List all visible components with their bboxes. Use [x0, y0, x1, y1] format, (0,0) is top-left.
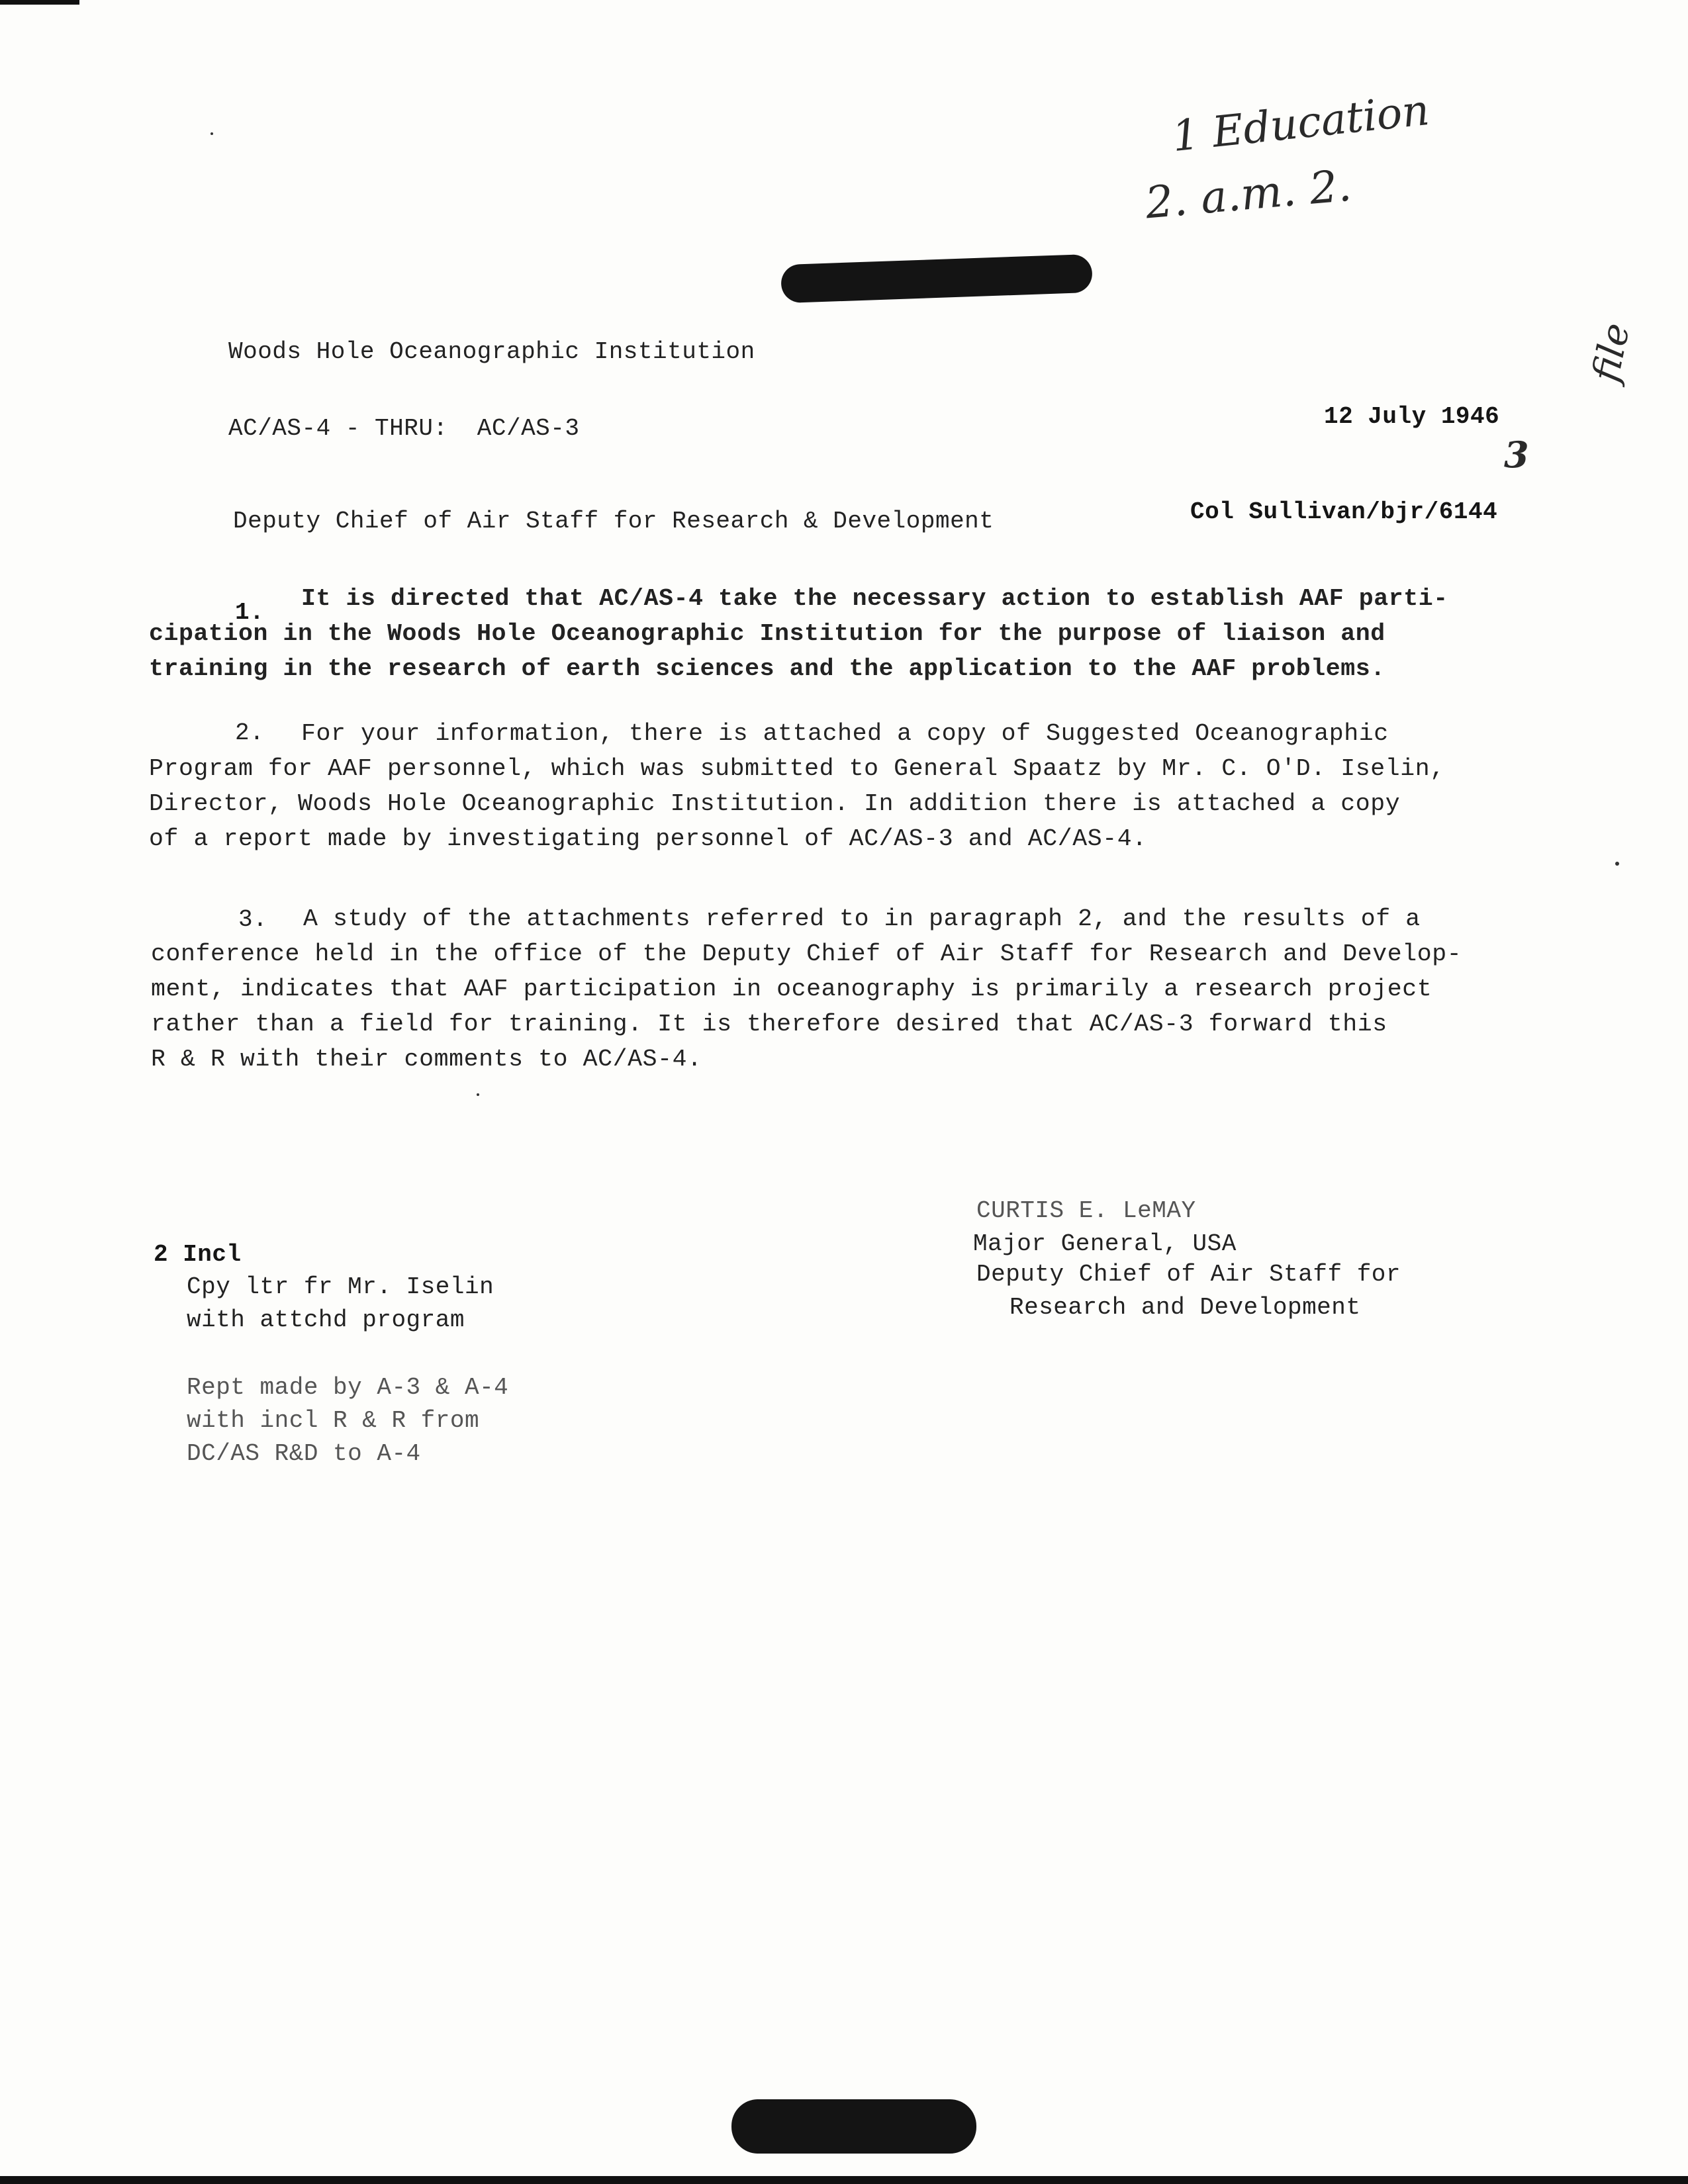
- paragraph-2-number: 2.: [235, 719, 265, 747]
- inclosure-1: Cpy ltr fr Mr. Iselin with attchd program: [187, 1273, 494, 1334]
- paragraph-3-number: 3.: [238, 906, 268, 933]
- inclosures-heading: 2 Incl: [154, 1241, 242, 1268]
- routing-line: AC/AS-4 - THRU: AC/AS-3: [228, 415, 580, 442]
- signer-title-2: Research and Development: [1009, 1294, 1361, 1321]
- handwritten-note-education: 1 Education: [1170, 85, 1432, 162]
- scan-speck: [211, 132, 213, 135]
- scan-bottom-edge: [0, 2176, 1688, 2184]
- inclosure-2: Rept made by A-3 & A-4 with incl R & R from DC/AS R&D to A-4: [187, 1374, 509, 1467]
- scan-edge-mark: [0, 0, 79, 5]
- memo-date: 12 July 1946: [1324, 403, 1500, 430]
- handwritten-initials: 3: [1504, 433, 1529, 476]
- paragraph-2-text: For your information, there is attached a copy of Suggested Oceanographic Program for AAF personnel, which was submitted to General Spaatz by Mr. C. O'D. Iselin, Director, Woods Hole Oceanographic Institution. In addition there is attached a copy of a report made by investigating personnel of AC/AS-3 and AC/AS-4.: [149, 720, 1445, 852]
- redaction-mark-bottom: [731, 2099, 976, 2154]
- paragraph-3-text: A study of the attachments referred to in paragraph 2, and the results of a conference held in the office of the Deputy Chief of Air Staff for Research and Develop- ment, indicates that AAF participation in oceanography is primarily a research project rather than a field for training. It is therefore desired that AC/AS-3 forward this R & R with their comments to AC/AS-4.: [151, 905, 1462, 1073]
- scan-speck: [477, 1093, 479, 1096]
- paragraph-1-text: It is directed that AC/AS-4 take the necessary action to establish AAF parti- cipation in the Woods Hole Oceanographic Institution for the purpose of liaison and training in the research of earth sciences and the application to the AAF problems.: [149, 585, 1448, 682]
- recipient-line: Woods Hole Oceanographic Institution: [228, 338, 755, 365]
- handwritten-note-amc: 2. a.m. 2.: [1143, 159, 1354, 229]
- originator-line: Col Sullivan/bjr/6144: [1190, 498, 1498, 525]
- signer-rank: Major General, USA: [973, 1230, 1237, 1257]
- handwritten-side-mark: file: [1584, 319, 1639, 386]
- signer-title-1: Deputy Chief of Air Staff for: [976, 1261, 1401, 1288]
- redaction-mark-top: [780, 254, 1093, 303]
- signer-name: CURTIS E. LeMAY: [976, 1197, 1196, 1224]
- from-line: Deputy Chief of Air Staff for Research & Development: [233, 508, 994, 535]
- scan-speck: [1615, 862, 1619, 866]
- paragraph-1-number: 1.: [235, 599, 265, 626]
